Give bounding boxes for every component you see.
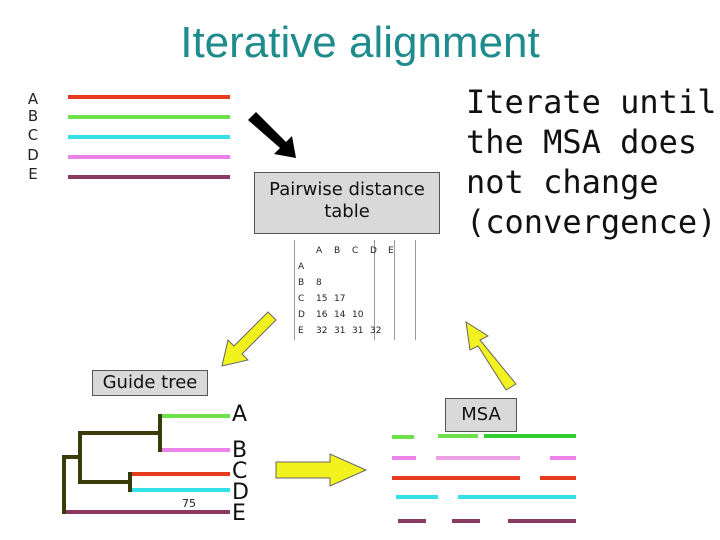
table-cell [352, 291, 370, 307]
arrow-to-msa-icon [276, 454, 366, 486]
table-cell: 31 [352, 326, 364, 336]
guide-tree-label: Guide tree [92, 370, 208, 396]
arrow-iterate-icon [466, 322, 516, 390]
input-sequences [68, 97, 230, 177]
table-cell: A [316, 246, 323, 256]
guide-tree [64, 414, 230, 514]
msa-label: MSA [445, 398, 517, 432]
table-cell [352, 275, 370, 291]
table-cell [370, 275, 388, 291]
table-cell [388, 307, 406, 323]
table-cell [388, 259, 406, 275]
table-row [298, 259, 406, 275]
table-cell: D [298, 310, 305, 320]
table-row [298, 307, 406, 323]
table-cell [334, 275, 352, 291]
tree-leaf-label-e: E [232, 501, 246, 526]
table-cell [370, 307, 388, 323]
sequence-label-b: B [27, 107, 39, 125]
table-cell: 17 [334, 294, 346, 304]
tree-leaf-label-c: C [232, 459, 248, 484]
bootstrap-value: 75 [182, 497, 196, 510]
table-cell [334, 259, 352, 275]
table-cell [388, 323, 406, 339]
table-cell: 32 [370, 326, 382, 336]
iterate-until-convergence-text: Iterate until the MSA does not change (convergence) [466, 83, 717, 241]
table-cell [298, 243, 316, 259]
table-cell: C [352, 246, 359, 256]
table-row [298, 291, 406, 307]
table-cell: 15 [316, 294, 328, 304]
table-row [298, 323, 406, 339]
page-title: Iterative alignment [180, 18, 540, 67]
table-cell [388, 291, 406, 307]
table-cell: E [298, 326, 304, 336]
tree-leaf-label-b: B [232, 438, 248, 463]
table-cell: B [298, 278, 305, 288]
table-cell: E [388, 246, 394, 256]
tree-leaf-label-d: D [232, 480, 249, 505]
table-cell [370, 291, 388, 307]
table-cell: 10 [352, 310, 364, 320]
msa-alignment [392, 436, 576, 521]
table-row [298, 275, 406, 291]
distance-table [298, 243, 406, 339]
arrow-to-guide-tree-icon [222, 312, 276, 366]
table-cell: 8 [316, 278, 322, 288]
pairwise-distance-label: Pairwise distance table [254, 172, 440, 234]
arrow-to-pairwise-icon [248, 112, 296, 158]
table-cell: B [334, 246, 341, 256]
sequence-label-a: A [27, 90, 39, 108]
sequence-label-d: D [27, 146, 39, 164]
tree-leaf-label-a: A [232, 402, 248, 427]
sequence-label-c: C [27, 126, 39, 144]
table-cell: 32 [316, 326, 328, 336]
table-cell [370, 259, 388, 275]
sequence-label-e: E [28, 165, 38, 183]
table-cell [316, 259, 334, 275]
table-cell [352, 259, 370, 275]
table-cell: D [370, 246, 377, 256]
table-header-row [298, 243, 406, 259]
table-cell: C [298, 294, 305, 304]
table-cell: 31 [334, 326, 346, 336]
table-cell: A [298, 262, 305, 272]
table-cell [388, 275, 406, 291]
table-cell: 16 [316, 310, 328, 320]
table-cell: 14 [334, 310, 346, 320]
